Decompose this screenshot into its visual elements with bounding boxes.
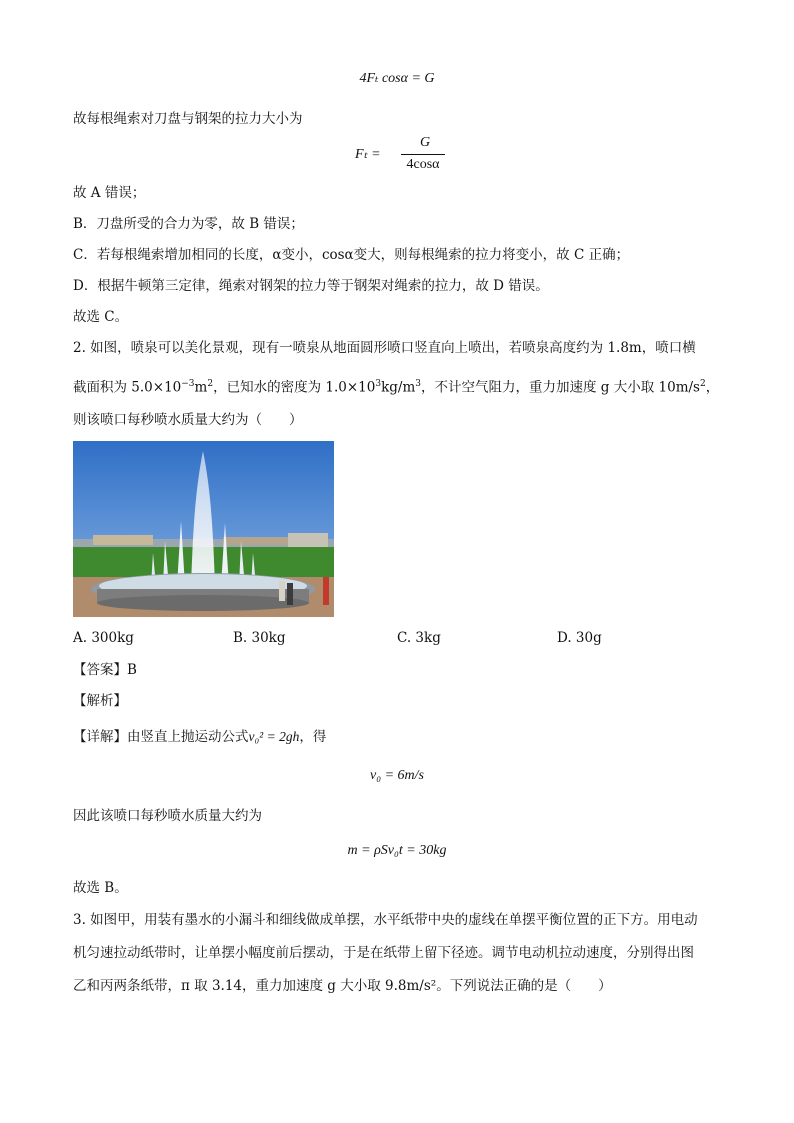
text-mass-intro: 因此该喷口每秒喷水质量大约为 <box>73 808 262 824</box>
detail-formula: v₀² = 2gh <box>248 729 300 744</box>
fraction-numerator: G <box>419 135 431 150</box>
text-a-wrong: 故 A 错误； <box>73 185 146 201</box>
question-3-line-2: 机匀速拉动纸带时，让单摆小幅度前后摆动，于是在纸带上留下径迹。调节电动机拉动速度，分别得出图 <box>73 945 694 961</box>
question-2-line-1: 2. 如图，喷泉可以美化景观，现有一喷泉从地面圆形喷口竖直向上喷出，若喷泉高度约为 1.8m，喷口横 <box>73 340 696 356</box>
fountain-photo <box>73 441 334 617</box>
question-2-line-3: 则该喷口每秒喷水质量大约为（ ） <box>73 412 303 428</box>
q2-part-e: ，不计空气阻力，重力加速度 g 大小取 10m/s <box>421 379 700 396</box>
option-c: C. 3kg <box>397 630 441 646</box>
text-tension-intro: 故每根绳索对刀盘与钢架的拉力大小为 <box>73 111 303 127</box>
fraction-bar <box>401 154 445 155</box>
answer-label: 【答案】B <box>73 662 137 678</box>
fraction-lhs: Fₜ = <box>355 147 381 162</box>
q2-exp-3: 3 <box>375 379 382 389</box>
text-c-correct: C．若每根绳索增加相同的长度，α变小，cosα变大，则每根绳索的拉力将变小，故 C 正确； <box>73 247 630 263</box>
q2-part-f: ， <box>705 379 720 396</box>
equation-mass: m = ρSv₀t = 30kg <box>347 843 447 858</box>
question-3-line-1: 3. 如图甲，用装有墨水的小漏斗和细线做成单摆，水平纸带中央的虚线在单摆平衡位置的正下方。用电动 <box>73 912 698 928</box>
option-b: B. 30kg <box>233 630 286 646</box>
analysis-label: 【解析】 <box>73 693 127 709</box>
option-a: A. 300kg <box>73 630 134 646</box>
fraction-denominator: 4cosα <box>406 157 440 172</box>
detail-line <box>73 727 326 747</box>
text-b-wrong: B．刀盘所受的合力为零，故 B 错误； <box>73 216 304 232</box>
text-select-c: 故选 C。 <box>73 309 129 325</box>
option-d: D. 30g <box>557 630 602 646</box>
text-d-wrong: D．根据牛顿第三定律，绳索对钢架的拉力等于钢架对绳索的拉力，故 D 错误。 <box>73 278 549 294</box>
q2-part-b: m <box>194 379 208 396</box>
q2-part-a: 截面积为 5.0×10 <box>73 379 182 396</box>
q2-exp-2: 2 <box>207 379 214 389</box>
equation-4ft-cos: 4Fₜ cosα = G <box>359 71 435 86</box>
q2-exp-4: 3 <box>415 379 421 389</box>
equation-ft-fraction <box>355 133 445 179</box>
q2-exp-5: 2 <box>699 379 706 389</box>
text-select-b: 故选 B。 <box>73 880 128 896</box>
detail-text-b: ，得 <box>299 729 327 745</box>
detail-text-a: 【详解】由竖直上抛运动公式 <box>73 729 249 745</box>
q2-part-c: ，已知水的密度为 1.0×10 <box>213 379 376 396</box>
question-3-line-3: 乙和丙两条纸带，π 取 3.14，重力加速度 g 大小取 9.8m/s²。下列说法正确的是（ ） <box>73 978 612 994</box>
question-2-line-2 <box>73 374 719 398</box>
q2-exp-1: −3 <box>181 379 195 389</box>
equation-v0: v₀ = 6m/s <box>370 768 424 783</box>
q2-part-d: kg/m <box>381 379 416 396</box>
